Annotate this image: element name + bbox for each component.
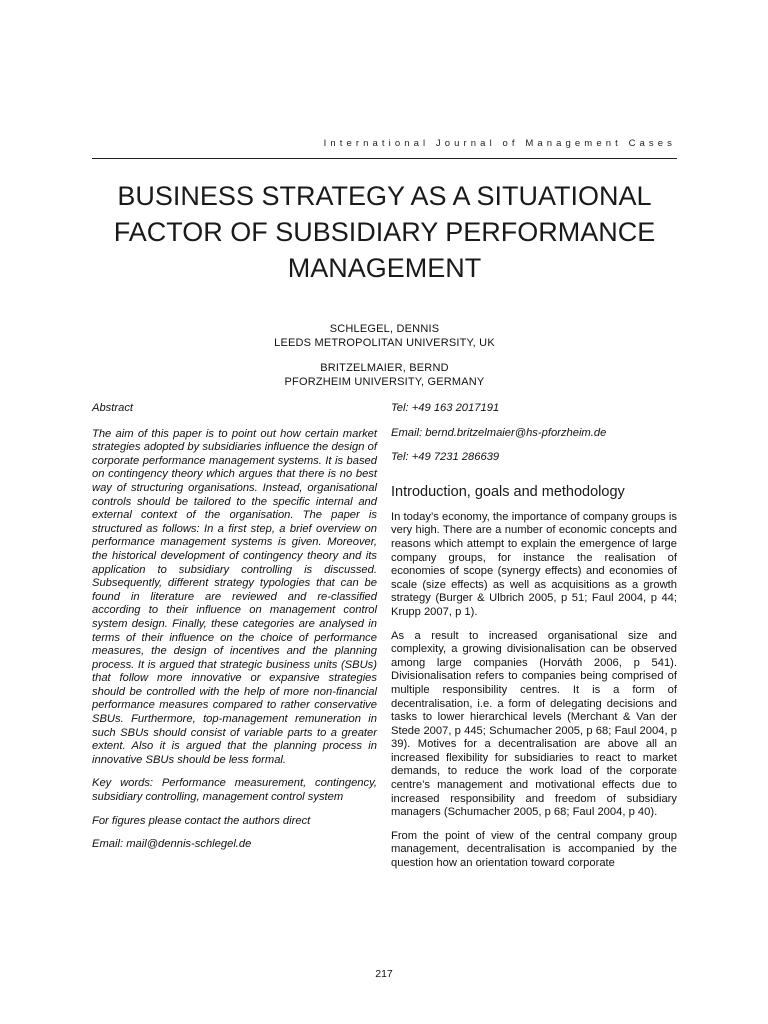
author-affiliation: PFORZHEIM UNIVERSITY, GERMANY: [284, 376, 485, 388]
author-name: BRITZELMAIER, BERND: [320, 362, 449, 374]
page-number: 217: [375, 968, 393, 980]
abstract-heading: Abstract: [92, 402, 134, 414]
header-rule: [92, 158, 677, 159]
body-paragraph: From the point of view of the central company group management, decentralisation is accompanied by the question how an orientation toward corporate: [391, 829, 677, 870]
figures-note: For figures please contact the authors direct: [92, 814, 311, 827]
author-block-2: [92, 361, 677, 389]
paper-title: BUSINESS STRATEGY AS A SITUATIONAL FACTOR OF SUBSIDIARY PERFORMANCE MANAGEMENT: [113, 181, 656, 283]
contact-email: Email: mail@dennis-schlegel.de: [92, 838, 252, 851]
contact-tel-1: Tel: +49 163 2017191: [391, 402, 500, 414]
contact-email: Email: bernd.britzelmaier@hs-pforzheim.de: [391, 426, 607, 439]
author-affiliation: LEEDS METROPOLITAN UNIVERSITY, UK: [274, 337, 495, 349]
section-heading: Introduction, goals and methodology: [391, 483, 625, 500]
contact-tel-2: Tel: +49 7231 286639: [391, 451, 500, 464]
keywords: Key words: Performance measurement, contingency, subsidiary controlling, management control system: [92, 777, 377, 804]
left-column: [92, 402, 377, 862]
journal-name: International Journal of Management Cases: [323, 138, 676, 149]
author-block-1: [92, 322, 677, 350]
abstract-text: The aim of this paper is to point out how certain market strategies adopted by subsidiaries influence the design of corporate performance management systems. It is based on contingency theory which argues that there is no best way of structuring organisations. Instead, organisational controls should be tailored to the specific internal and external context of the organisation. The paper is structured as follows: In a first step, a brief overview on performance management systems is given. Moreover, the historical development of contingency theory and its application to subsidiary controlling is discussed. Subsequently, different strategy typologies that can be found in literature are reviewed and re-classified according to their influence on management control system design. Finally, these categories are analysed in terms of their influence on the choice of performance measures, the design of incentives and the planning process. It is argued that strategic business units (SBUs) that follow more innovative or expansive strategies should be controlled with the help of more non-financial performance measures compared to rather conservative SBUs. Furthermore, top-management remuneration in such SBUs should consist of variable parts to a greater extent. Also it is argued that the planning process in innovative SBUs should be less formal.: [92, 427, 377, 766]
body-paragraph: As a result to increased organisational size and complexity, a growing divisionalisation can be observed among large companies (Horváth 2006, p 541). Divisionalisation refers to companies being comprised of multiple responsibility centres. It is a form of decentralisation, i.e. a form of delegating decisions and tasks to lower hierarchical levels (Merchant & Van der Stede 2007, p 445; Schumacher 2005, p 68; Faul 2004, p 39). Motives for a decentralisation are above all an increased flexibility for subsidiaries to react to market demands, to reduce the work load of the corporate centre’s management and motivational effects due to increased responsibility and freedom of subsidiary managers (Schumacher 2005, p 68; Faul 2004, p 40).: [391, 629, 677, 819]
body-paragraph: In today’s economy, the importance of company groups is very high. There are a number of economic concepts and reasons which attempt to explain the emergence of large company groups, for instance the realisation of economies of scope (synergy effects) and economies of scale (size effects) as well as acquisitions as a growth strategy (Burger & Ulbrich 2005, p 51; Faul 2004, p 44; Krupp 2007, p 1).: [391, 510, 677, 618]
author-name: SCHLEGEL, DENNIS: [329, 323, 440, 335]
right-column: [391, 402, 677, 881]
